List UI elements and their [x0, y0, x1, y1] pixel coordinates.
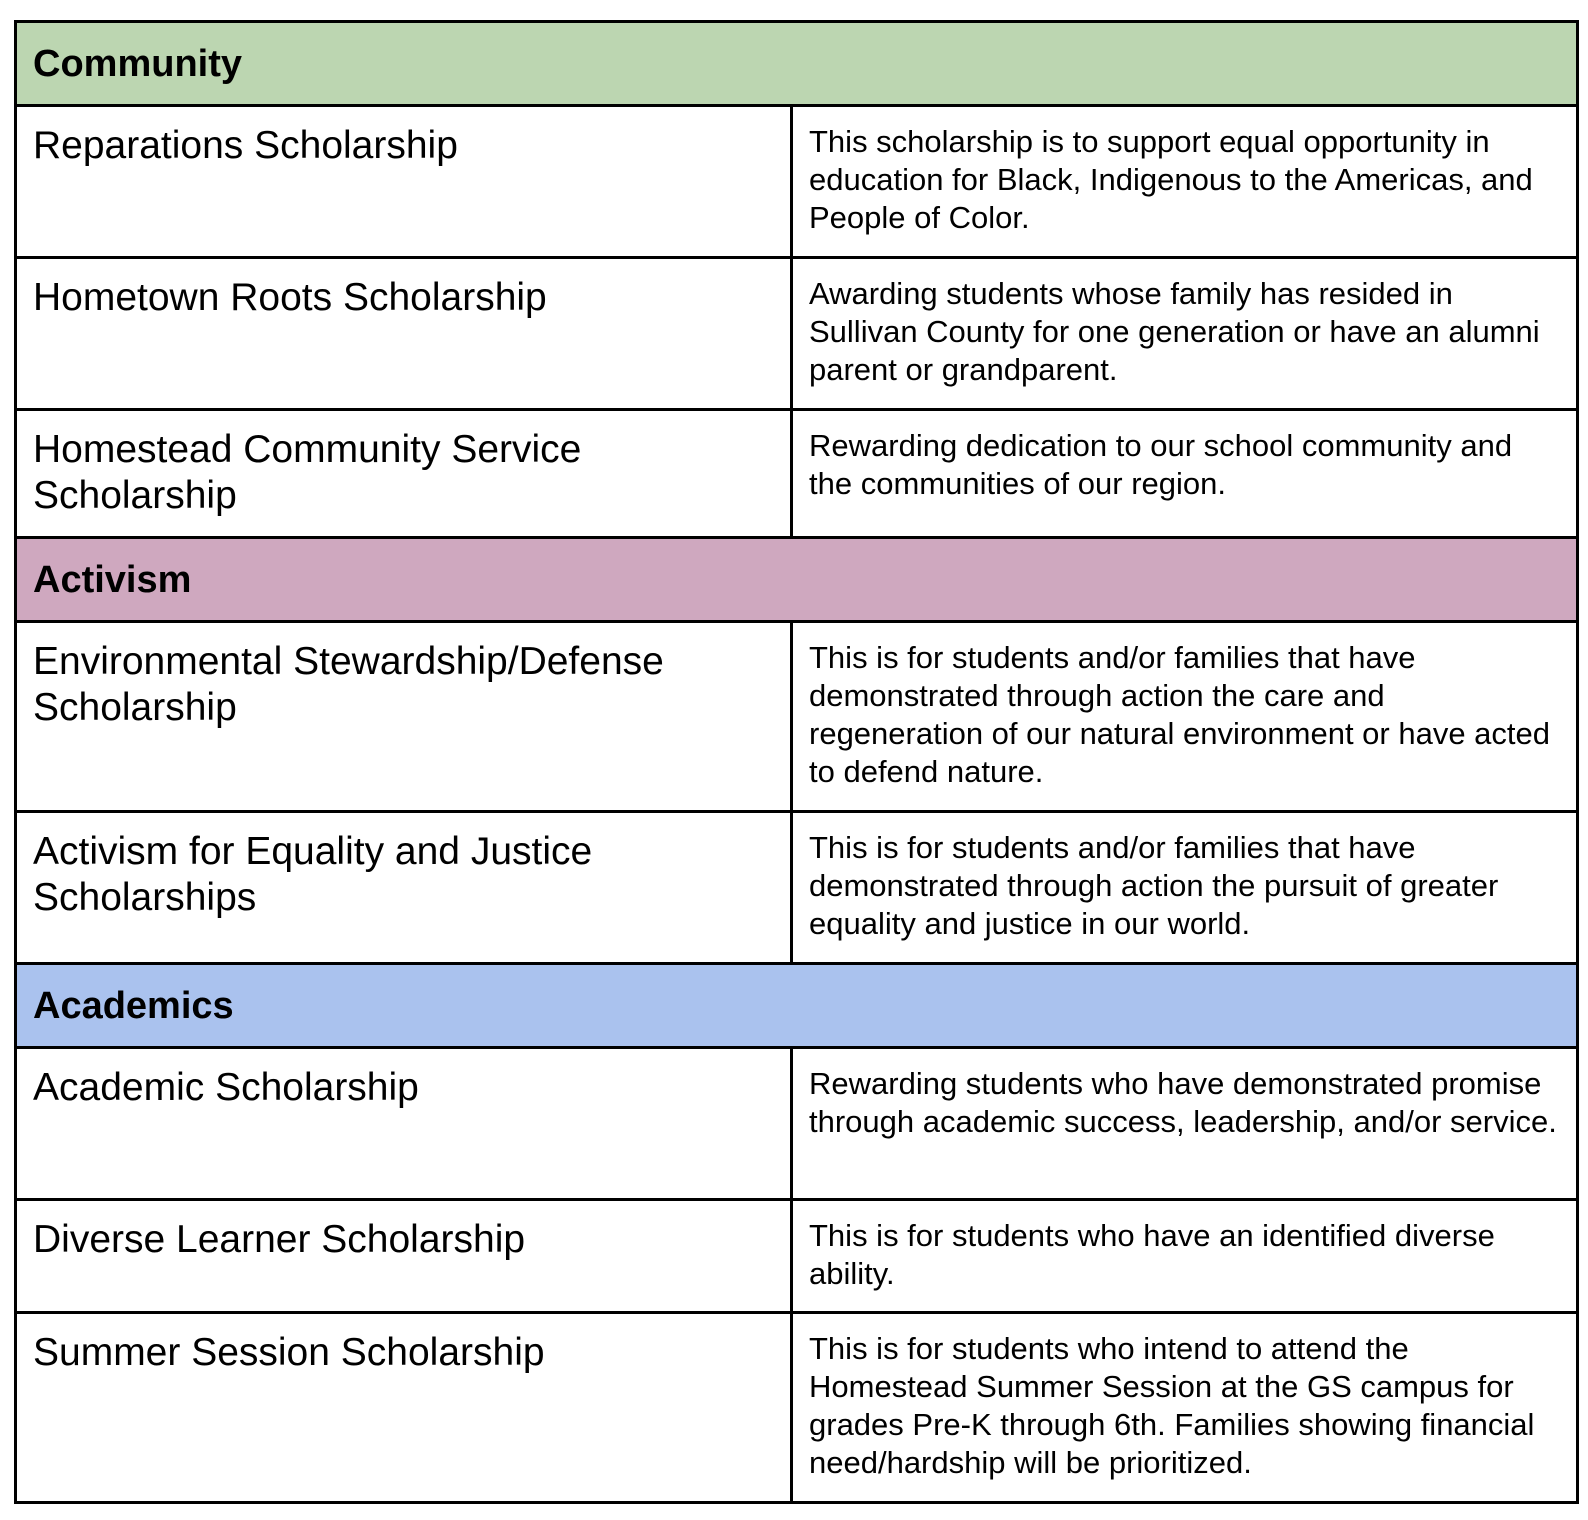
scholarship-description: This is for students who have an identified diverse ability. [792, 1200, 1578, 1313]
scholarship-description: Awarding students whose family has resided in Sullivan County for one generation or have an alumni parent or grandparent. [792, 258, 1578, 410]
table-row [16, 410, 1578, 538]
section-title: Academics [16, 964, 1578, 1048]
table-row [16, 1048, 1578, 1200]
scholarship-name: Reparations Scholarship [16, 106, 792, 258]
table-row [16, 622, 1578, 812]
table-row [16, 106, 1578, 258]
scholarship-name: Academic Scholarship [16, 1048, 792, 1200]
scholarship-name: Hometown Roots Scholarship [16, 258, 792, 410]
section-header-activism [16, 538, 1578, 622]
section-header-academics [16, 964, 1578, 1048]
table-row [16, 258, 1578, 410]
scholarship-description: Rewarding dedication to our school community and the communities of our region. [792, 410, 1578, 538]
table-row [16, 1313, 1578, 1503]
scholarship-description: This is for students who intend to attend the Homestead Summer Session at the GS campus for grades Pre-K through 6th. Families showing financial need/hardship will be prioritized. [792, 1313, 1578, 1503]
table-row [16, 812, 1578, 964]
scholarship-name: Summer Session Scholarship [16, 1313, 792, 1503]
scholarship-name: Homestead Community Service Scholarship [16, 410, 792, 538]
scholarship-name: Environmental Stewardship/Defense Scholarship [16, 622, 792, 812]
scholarship-description: This is for students and/or families that have demonstrated through action the pursuit of greater equality and justice in our world. [792, 812, 1578, 964]
scholarship-description: This is for students and/or families that have demonstrated through action the care and regeneration of our natural environment or have acted to defend nature. [792, 622, 1578, 812]
scholarship-table [14, 20, 1579, 1504]
scholarship-description: This scholarship is to support equal opportunity in education for Black, Indigenous to the Americas, and People of Color. [792, 106, 1578, 258]
scholarship-name: Activism for Equality and Justice Scholarships [16, 812, 792, 964]
section-header-community [16, 22, 1578, 106]
table-row [16, 1200, 1578, 1313]
section-title: Activism [16, 538, 1578, 622]
scholarship-name: Diverse Learner Scholarship [16, 1200, 792, 1313]
section-title: Community [16, 22, 1578, 106]
scholarship-description: Rewarding students who have demonstrated promise through academic success, leadership, and/or service. [792, 1048, 1578, 1200]
